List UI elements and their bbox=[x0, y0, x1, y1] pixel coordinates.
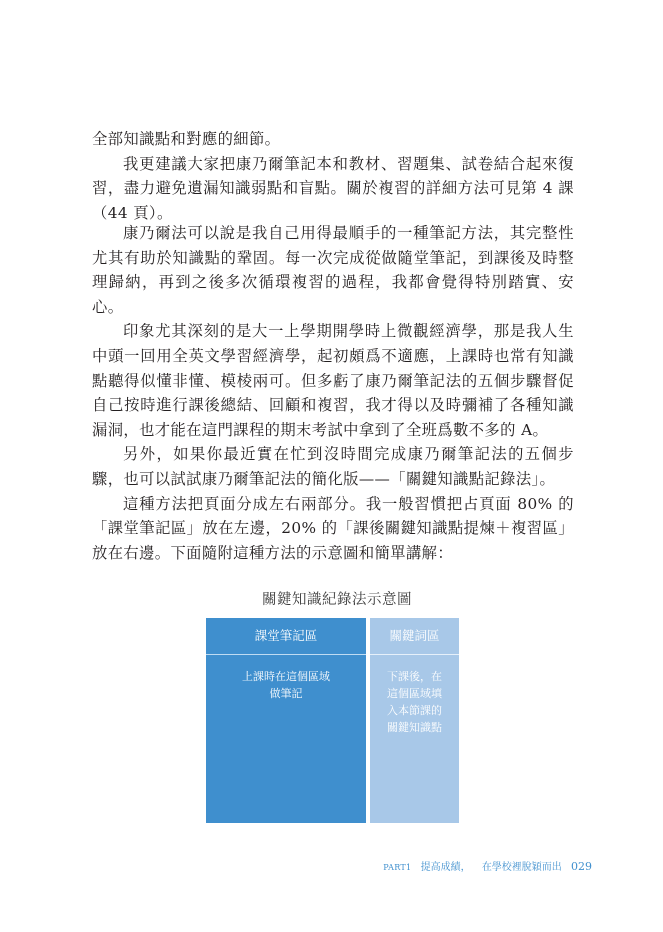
paragraph: 另外，如果你最近實在忙到沒時間完成康乃爾筆記法的五個步驟，也可以試試康乃爾筆記法的簡化版——「關鍵知識點記錄法」。 bbox=[92, 445, 574, 488]
description-line: 上課時在這個區域 bbox=[242, 670, 330, 683]
page-footer bbox=[383, 858, 592, 873]
description-line: 關鍵知識點 bbox=[387, 721, 442, 734]
description-line: 做筆記 bbox=[269, 687, 303, 700]
description-line: 下課後，在 bbox=[387, 670, 442, 683]
page-number: 029 bbox=[571, 860, 592, 873]
description-line: 入本節課的 bbox=[387, 704, 442, 717]
paragraph: 印象尤其深刻的是大一上學期開學時上微觀經濟學，那是我人生中頭一回用全英文學習經濟學，起初頗爲不適應，上課時也常有知識點聽得似懂非懂、模棱兩可。但多虧了康乃爾筆記法的五個步驟督促自己按時進行課後總結、回顧和複習，我才得以及時彌補了各種知識漏洞，也才能在這門課程的期末考試中拿到了全班爲數不多的 A。 bbox=[92, 322, 574, 439]
class-notes-area bbox=[206, 618, 366, 823]
diagram-title: 關鍵知識紀錄法示意圖 bbox=[262, 592, 412, 608]
paragraph: 康乃爾法可以說是我自己用得最順手的一種筆記方法，其完整性尤其有助於知識點的鞏固。每一次完成從做隨堂筆記，到課後及時整理歸納，再到之後多次循環複習的過程，我都會覺得特別踏實、安心。 bbox=[92, 224, 574, 316]
class-notes-description bbox=[206, 668, 366, 702]
text-block-1 bbox=[92, 127, 574, 225]
description-line: 這個區域填 bbox=[387, 687, 442, 700]
keywords-area bbox=[370, 618, 459, 823]
paragraph: 全部知識點和對應的細節。 bbox=[92, 130, 281, 148]
footer-subtitle: 在學校裡脫穎而出 bbox=[481, 862, 562, 873]
text-block-2 bbox=[92, 221, 574, 565]
paragraph: 這種方法把頁面分成左右兩部分。我一般習慣把占頁面 80% 的「課堂筆記區」放在左邊，20% 的「課後關鍵知識點提煉＋複習區」放在右邊。下面隨附這種方法的示意圖和簡單講解： bbox=[92, 494, 574, 562]
paragraph: 我更建議大家把康乃爾筆記本和教材、習題集、試卷結合起來復習，盡力避免遺漏知識弱點和盲點。關於複習的詳細方法可見第 4 課（44 頁）。 bbox=[92, 154, 574, 222]
keywords-heading: 關鍵詞區 bbox=[370, 618, 459, 655]
footer-part: PART1 bbox=[383, 863, 412, 872]
keywords-description bbox=[370, 668, 459, 736]
footer-chapter: 提高成績， bbox=[420, 862, 471, 873]
class-notes-heading: 課堂筆記區 bbox=[206, 618, 366, 655]
